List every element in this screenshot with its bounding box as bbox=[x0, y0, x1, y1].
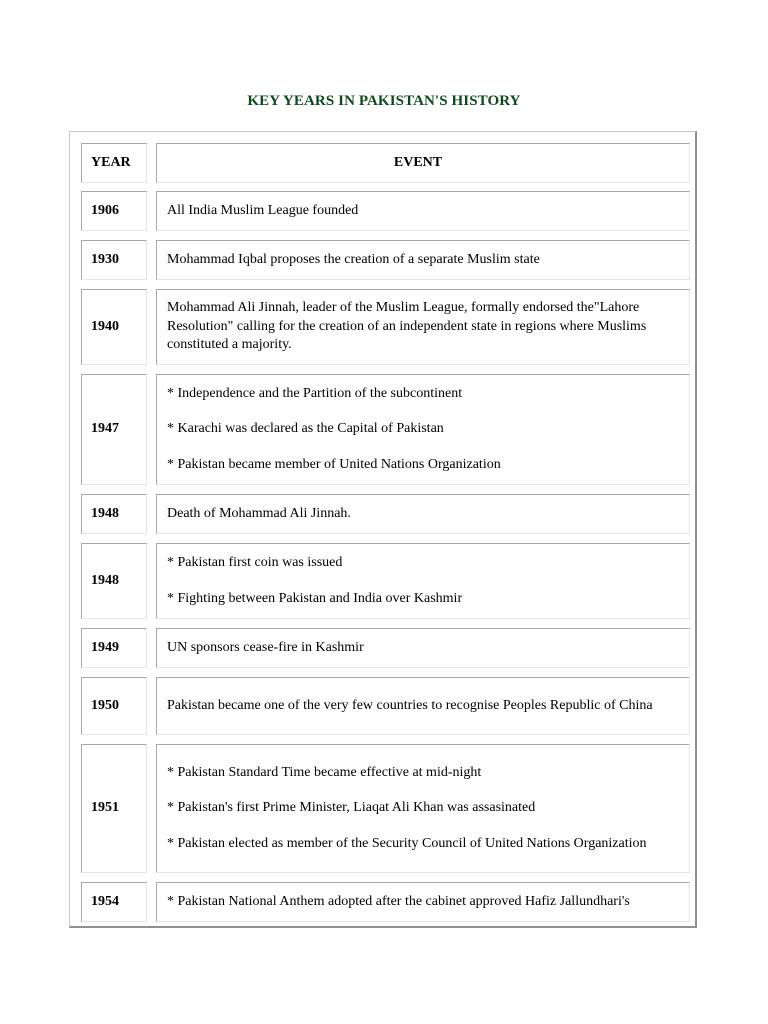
event-bullet: * Pakistan became member of United Nations Organization bbox=[167, 456, 501, 472]
event-cell bbox=[156, 882, 690, 922]
event-cell bbox=[156, 289, 690, 365]
history-table bbox=[69, 131, 697, 928]
event-bullet: * Pakistan's first Prime Minister, Liaqat Ali Khan was assasinated bbox=[167, 800, 536, 816]
year-cell: 1906 bbox=[81, 191, 147, 231]
event-text: All India Muslim League founded bbox=[167, 202, 359, 218]
year-column-header: YEAR bbox=[81, 143, 147, 183]
event-bullet: * Pakistan Standard Time became effective at mid-night bbox=[167, 764, 482, 780]
page-title: KEY YEARS IN PAKISTAN'S HISTORY bbox=[247, 93, 521, 109]
event-bullet: * Independence and the Partition of the subcontinent bbox=[167, 385, 463, 401]
event-cell bbox=[156, 191, 690, 231]
event-text: Death of Mohammad Ali Jinnah. bbox=[167, 505, 351, 521]
event-text: UN sponsors cease-fire in Kashmir bbox=[167, 639, 364, 655]
event-cell bbox=[156, 677, 690, 735]
year-cell: 1950 bbox=[81, 677, 147, 735]
event-text: * Pakistan National Anthem adopted after the cabinet approved Hafiz Jallundhari's bbox=[167, 893, 630, 909]
event-cell bbox=[156, 628, 690, 668]
event-text: Mohammad Iqbal proposes the creation of a separate Muslim state bbox=[167, 251, 540, 267]
year-cell: 1954 bbox=[81, 882, 147, 922]
event-cell bbox=[156, 240, 690, 280]
event-cell bbox=[156, 744, 690, 873]
year-cell: 1947 bbox=[81, 374, 147, 485]
event-cell bbox=[156, 374, 690, 485]
year-cell: 1940 bbox=[81, 289, 147, 365]
event-bullet: * Fighting between Pakistan and India over Kashmir bbox=[167, 590, 463, 606]
year-cell: 1948 bbox=[81, 543, 147, 619]
event-bullet: * Pakistan elected as member of the Security Council of United Nations Organization bbox=[167, 835, 647, 851]
event-bullet: * Pakistan first coin was issued bbox=[167, 555, 343, 570]
year-cell: 1930 bbox=[81, 240, 147, 280]
event-bullet: * Karachi was declared as the Capital of Pakistan bbox=[167, 421, 444, 437]
event-cell bbox=[156, 543, 690, 619]
year-cell: 1949 bbox=[81, 628, 147, 668]
event-cell bbox=[156, 494, 690, 534]
year-cell: 1951 bbox=[81, 744, 147, 873]
event-text: Pakistan became one of the very few countries to recognise Peoples Republic of China bbox=[167, 697, 653, 713]
event-text: Mohammad Ali Jinnah, leader of the Muslim League, formally endorsed the"Lahore Resolution" calling for the creation of an independent state in regions where Muslims constituted a majority. bbox=[167, 300, 647, 353]
year-cell: 1948 bbox=[81, 494, 147, 534]
event-column-header: EVENT bbox=[156, 143, 690, 183]
